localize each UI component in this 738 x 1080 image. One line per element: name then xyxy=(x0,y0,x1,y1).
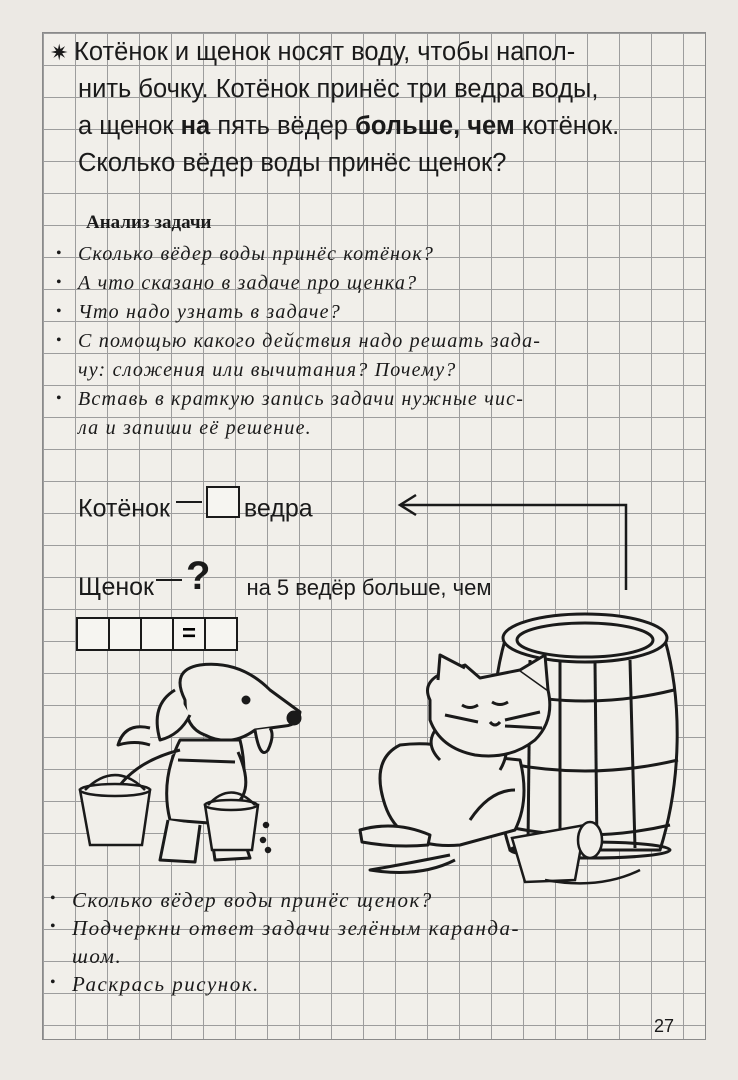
puppy-label: Щенок xyxy=(78,573,154,601)
final-question: • Раскрась рисунок. xyxy=(48,970,698,998)
bold-bolshe-chem: больше, чем xyxy=(355,112,515,140)
bold-na: на xyxy=(180,112,211,140)
analysis-question: • Сколько вёдер воды принёс котёнок? xyxy=(54,240,704,269)
page-number: 27 xyxy=(654,1016,675,1036)
analysis-question: • Вставь в краткую запись задачи нужные чис- ла и запиши её решение. xyxy=(54,385,704,443)
kitten-label: Котёнок xyxy=(78,494,170,523)
final-questions xyxy=(48,886,698,998)
task-line-1: Котёнок и щенок носят воду, чтобы напол- xyxy=(74,38,576,66)
task-question: Сколько вёдер воды принёс щенок? xyxy=(78,149,507,177)
task-line-2: нить бочку. Котёнок принёс три ведра воды, xyxy=(78,75,599,103)
analysis-question: • С помощью какого действия надо решать зада- чу: сложения или вычитания? Почему? xyxy=(54,327,704,385)
kitten-unit: ведра xyxy=(243,494,313,523)
analysis-question: • Что надо узнать в задаче? xyxy=(54,298,704,327)
task-line-3: а щенок на пять вёдер больше, чем котёнок. xyxy=(78,112,620,140)
arrow-icon xyxy=(400,495,626,590)
solution-equals: = xyxy=(172,617,206,651)
analysis-title: Анализ задачи xyxy=(86,212,212,233)
puppy-relation: на 5 ведёр больше, чем xyxy=(246,575,492,600)
final-question: • Подчеркни ответ задачи зелёным каранда- шом. xyxy=(48,914,698,970)
final-question: • Сколько вёдер воды принёс щенок? xyxy=(48,886,698,914)
puppy-unknown: ? xyxy=(186,554,211,598)
star-icon: ✷ xyxy=(50,40,69,65)
analysis-question: • А что сказано в задаче про щенка? xyxy=(54,269,704,298)
